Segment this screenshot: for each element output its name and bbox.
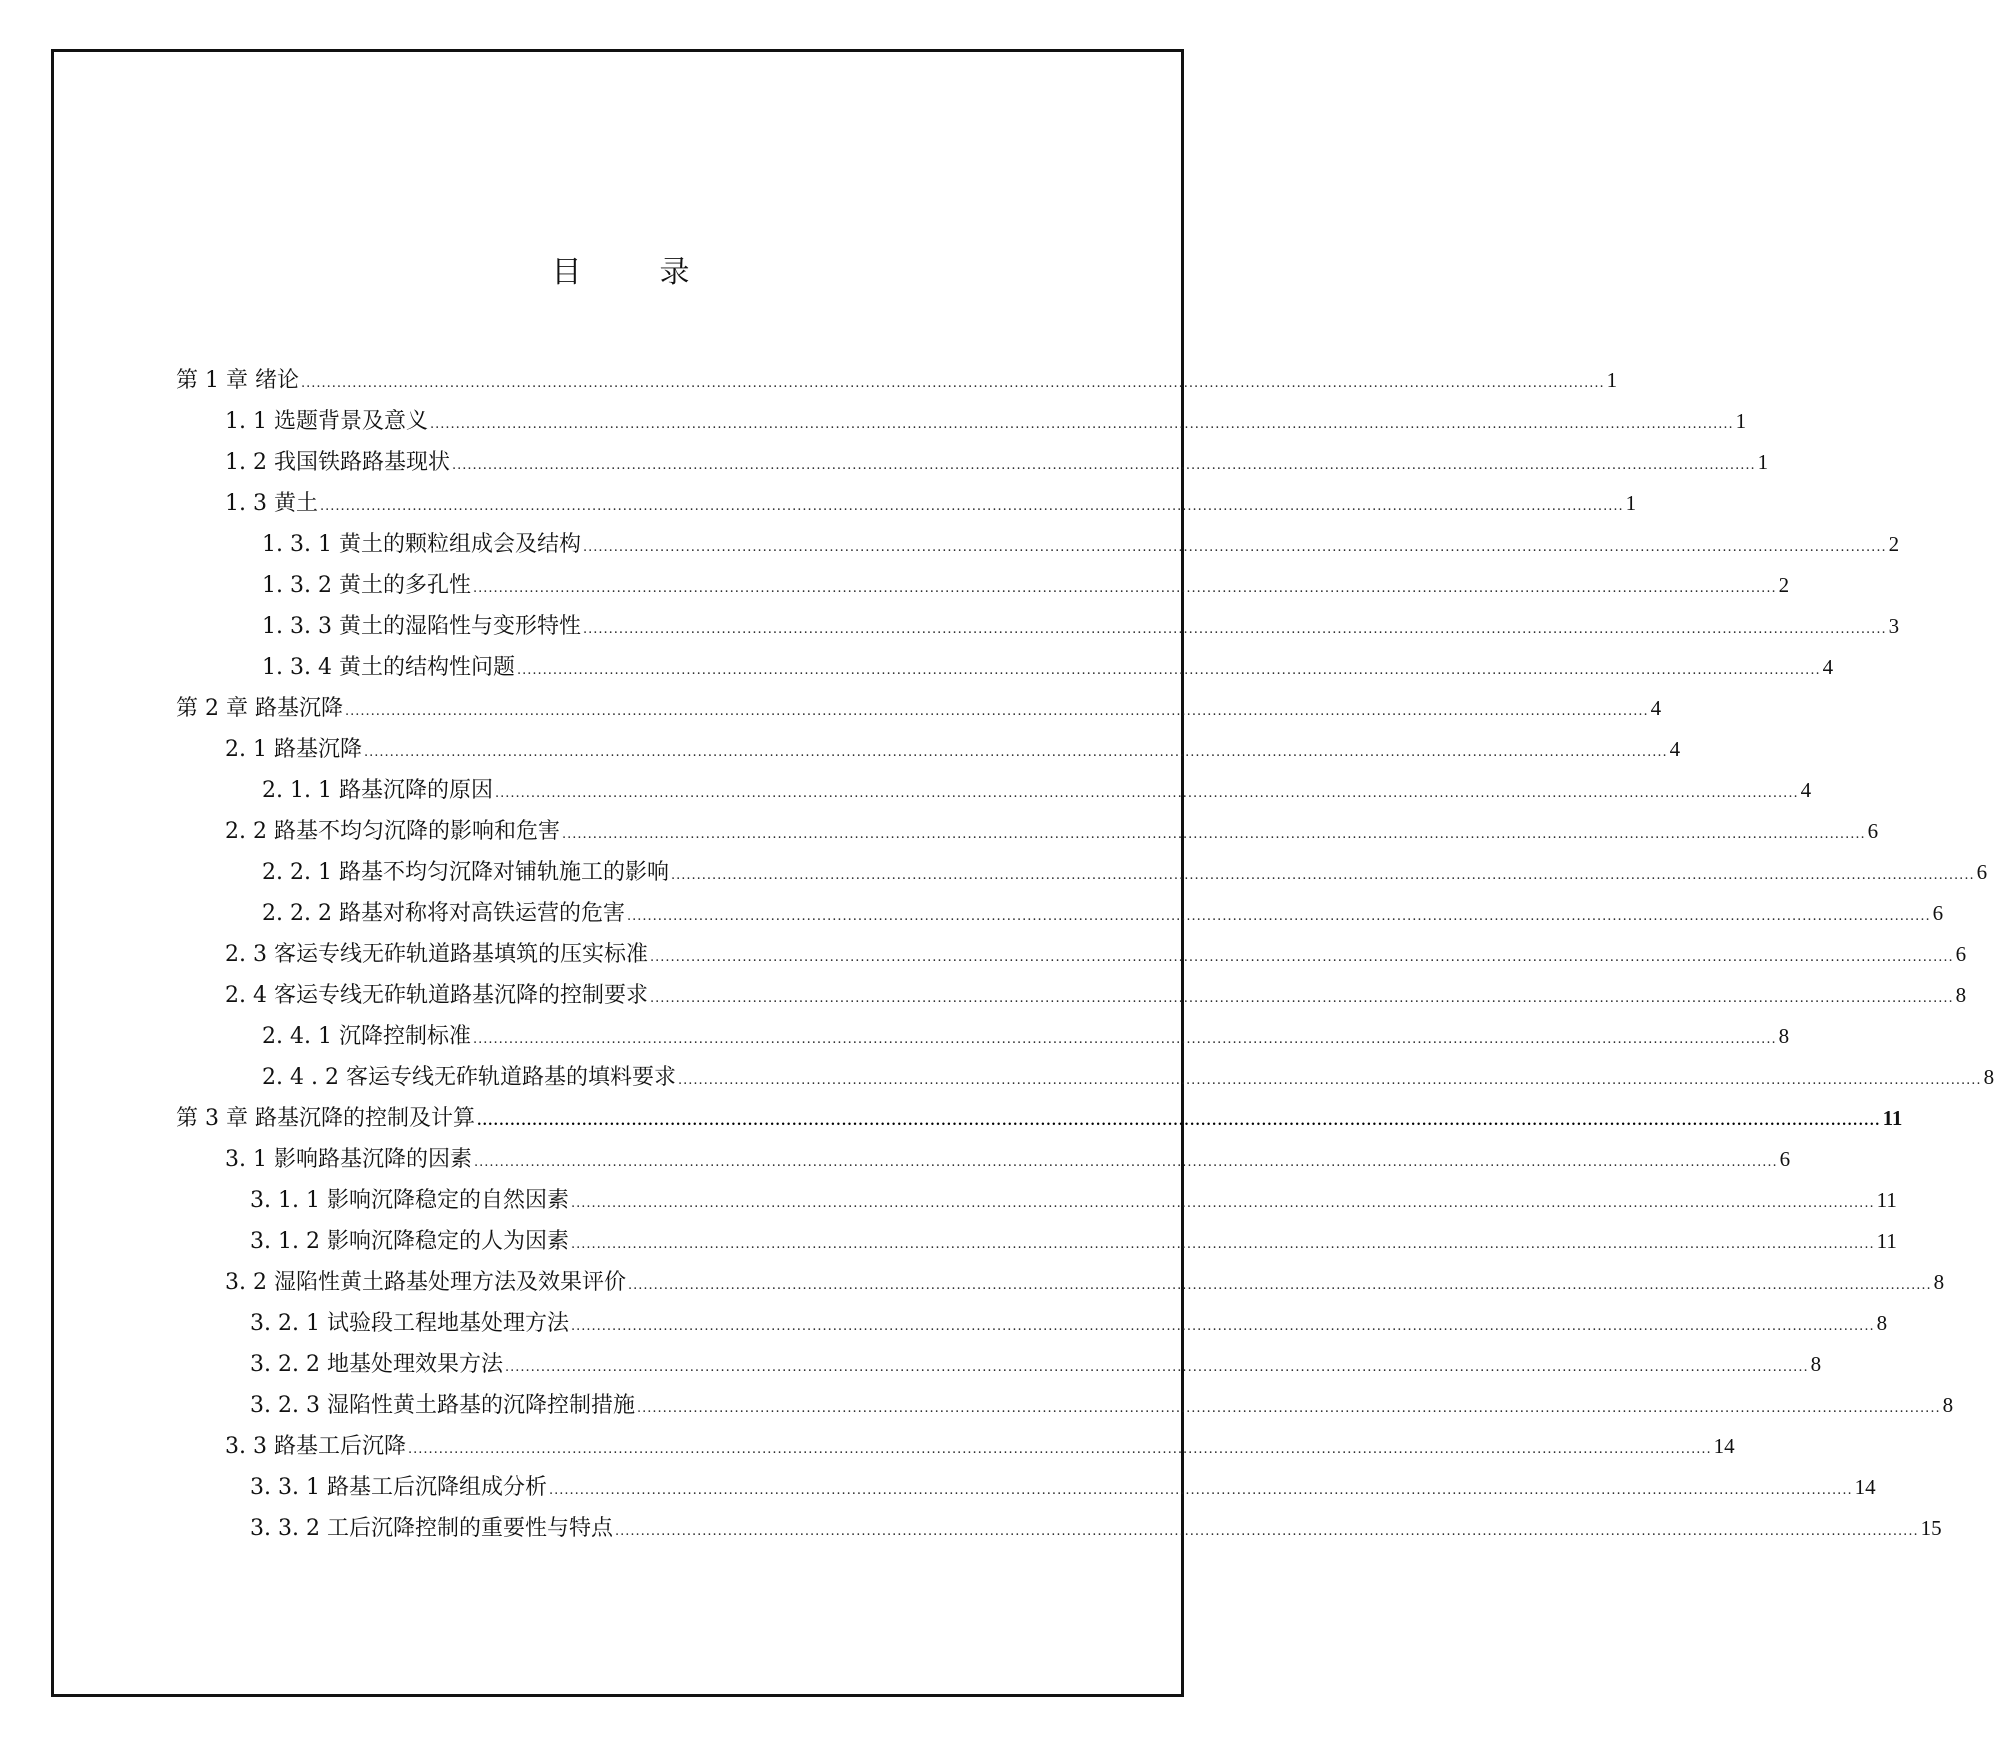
toc-leader-dots: .............................................................................................................................................................................................................................................................. [570,1237,1875,1252]
toc-page-number: 6 [1955,942,1967,966]
toc-leader-dots: .............................................................................................................................................................................................................................................................. [649,950,1954,965]
toc-entry[interactable] [262,525,1900,563]
toc-leader-dots: .............................................................................................................................................................................................................................................................. [670,868,1975,883]
toc-leader-dots: .............................................................................................................................................................................................................................................................. [548,1483,1853,1498]
toc-entry-label: 2. 1 路基沉降 [225,737,362,762]
toc-page-number: 2 [1888,532,1900,556]
toc-entry[interactable] [176,689,1662,727]
page-title: 目 录 [551,255,714,290]
toc-entry-label: 2. 2. 2 路基对称将对高铁运营的危害 [262,901,625,926]
toc-entry-label: 2. 4. 1 沉降控制标准 [262,1024,471,1049]
toc-leader-dots: .............................................................................................................................................................................................................................................................. [677,1073,1982,1088]
toc-leader-dots: .............................................................................................................................................................................................................................................................. [494,786,1799,801]
toc-entry[interactable] [176,361,1618,399]
toc-leader-dots: .............................................................................................................................................................................................................................................................. [344,704,1649,719]
toc-entry[interactable] [250,1386,1954,1424]
toc-leader-dots: .............................................................................................................................................................................................................................................................. [451,458,1756,473]
toc-page-number: 14 [1713,1434,1735,1458]
toc-page-number: 6 [1976,860,1988,884]
toc-entry-label: 1. 2 我国铁路路基现状 [225,450,450,475]
toc-page-number: 4 [1650,696,1662,720]
toc-entry-label: 1. 3 黄土 [225,491,318,516]
toc-page-number: 11 [1882,1106,1903,1130]
toc-page-number: 11 [1876,1229,1897,1253]
toc-leader-dots: .............................................................................................................................................................................................................................................................. [476,1114,1881,1129]
toc-entry-label: 第 3 章 路基沉降的控制及计算 [176,1106,475,1131]
toc-entry[interactable] [225,730,1681,768]
toc-page-number: 15 [1920,1516,1942,1540]
toc-page-number: 4 [1800,778,1812,802]
toc-leader-dots: .............................................................................................................................................................................................................................................................. [582,622,1887,637]
toc-entry[interactable] [250,1345,1822,1383]
toc-entry[interactable] [262,648,1834,686]
toc-page-number: 1 [1625,491,1637,515]
toc-leader-dots: .............................................................................................................................................................................................................................................................. [319,499,1624,514]
toc-page-number: 6 [1867,819,1879,843]
toc-leader-dots: .............................................................................................................................................................................................................................................................. [561,827,1866,842]
toc-leader-dots: .............................................................................................................................................................................................................................................................. [627,1278,1932,1293]
toc-page-number: 8 [1933,1270,1945,1294]
toc-leader-dots: .............................................................................................................................................................................................................................................................. [570,1319,1875,1334]
toc-entry[interactable] [225,1427,1735,1465]
toc-page-number: 2 [1778,573,1790,597]
toc-entry-label: 1. 3. 3 黄土的湿陷性与变形特性 [262,614,581,639]
toc-leader-dots: .............................................................................................................................................................................................................................................................. [614,1524,1919,1539]
toc-leader-dots: .............................................................................................................................................................................................................................................................. [649,991,1954,1006]
toc-entry-label: 3. 3 路基工后沉降 [225,1434,406,1459]
toc-leader-dots: .............................................................................................................................................................................................................................................................. [300,376,1605,391]
toc-entry[interactable] [225,443,1769,481]
toc-leader-dots: .............................................................................................................................................................................................................................................................. [473,1155,1778,1170]
toc-page-number: 1 [1735,409,1747,433]
toc-page-number: 8 [1876,1311,1888,1335]
toc-page-number: 3 [1888,614,1900,638]
toc-leader-dots: .............................................................................................................................................................................................................................................................. [504,1360,1809,1375]
toc-entry-label: 1. 3. 1 黄土的颗粒组成会及结构 [262,532,581,557]
toc-entry[interactable] [250,1181,1897,1219]
toc-entry[interactable] [250,1304,1888,1342]
toc-entry-label: 3. 1. 1 影响沉降稳定的自然因素 [250,1188,569,1213]
toc-entry[interactable] [262,853,1988,891]
toc-page-number: 14 [1854,1475,1876,1499]
toc-page-number: 6 [1932,901,1944,925]
toc-entry[interactable] [225,1263,1945,1301]
toc-entry-label: 2. 3 客运专线无砟轨道路基填筑的压实标准 [225,942,648,967]
toc-entry-label: 第 1 章 绪论 [176,368,299,393]
toc-entry-label: 3. 1. 2 影响沉降稳定的人为因素 [250,1229,569,1254]
toc-entry-label: 3. 1 影响路基沉降的因素 [225,1147,472,1172]
toc-leader-dots: .............................................................................................................................................................................................................................................................. [472,581,1777,596]
toc-entry[interactable] [176,1099,1903,1137]
toc-entry[interactable] [250,1509,1942,1547]
toc-entry-label: 1. 3. 2 黄土的多孔性 [262,573,471,598]
toc-entry[interactable] [225,812,1879,850]
toc-entry-label: 3. 3. 2 工后沉降控制的重要性与特点 [250,1516,613,1541]
toc-page-number: 6 [1779,1147,1791,1171]
toc-entry-label: 2. 2. 1 路基不均匀沉降对铺轨施工的影响 [262,860,669,885]
toc-entry-label: 3. 2. 1 试验段工程地基处理方法 [250,1311,569,1336]
toc-leader-dots: .............................................................................................................................................................................................................................................................. [429,417,1734,432]
toc-page-number: 8 [1778,1024,1790,1048]
toc-page-number: 8 [1983,1065,1994,1089]
toc-entry-label: 2. 4 客运专线无砟轨道路基沉降的控制要求 [225,983,648,1008]
toc-page-number: 8 [1810,1352,1822,1376]
toc-entry[interactable] [262,894,1944,932]
toc-entry-label: 第 2 章 路基沉降 [176,696,343,721]
toc-entry-label: 2. 1. 1 路基沉降的原因 [262,778,493,803]
toc-entry[interactable] [225,484,1637,522]
toc-page-number: 4 [1822,655,1834,679]
toc-page-number: 8 [1942,1393,1954,1417]
toc-leader-dots: .............................................................................................................................................................................................................................................................. [570,1196,1875,1211]
toc-leader-dots: .............................................................................................................................................................................................................................................................. [472,1032,1777,1047]
toc-page-number: 11 [1876,1188,1897,1212]
toc-entry[interactable] [262,607,1900,645]
toc-leader-dots: .............................................................................................................................................................................................................................................................. [407,1442,1712,1457]
toc-leader-dots: .............................................................................................................................................................................................................................................................. [636,1401,1941,1416]
toc-entry-label: 1. 3. 4 黄土的结构性问题 [262,655,515,680]
toc-entry[interactable] [262,1058,1994,1096]
toc-entry[interactable] [250,1222,1897,1260]
toc-entry[interactable] [262,771,1812,809]
toc-page-number: 1 [1606,368,1618,392]
toc-entry-label: 3. 3. 1 路基工后沉降组成分析 [250,1475,547,1500]
toc-entry[interactable] [262,1017,1790,1055]
toc-leader-dots: .............................................................................................................................................................................................................................................................. [516,663,1821,678]
toc-leader-dots: .............................................................................................................................................................................................................................................................. [626,909,1931,924]
toc-entry[interactable] [225,402,1747,440]
toc-entry[interactable] [225,1140,1791,1178]
toc-leader-dots: .............................................................................................................................................................................................................................................................. [582,540,1887,555]
toc-entry-label: 3. 2 湿陷性黄土路基处理方法及效果评价 [225,1270,626,1295]
toc-entry-label: 3. 2. 2 地基处理效果方法 [250,1352,503,1377]
toc-entry-label: 2. 4 . 2 客运专线无砟轨道路基的填料要求 [262,1065,676,1090]
toc-entry[interactable] [225,976,1967,1014]
toc-entry-label: 2. 2 路基不均匀沉降的影响和危害 [225,819,560,844]
toc-page-number: 4 [1669,737,1681,761]
toc-page-number: 1 [1757,450,1769,474]
toc-leader-dots: .............................................................................................................................................................................................................................................................. [363,745,1668,760]
toc-entry-label: 1. 1 选题背景及意义 [225,409,428,434]
toc-entry[interactable] [250,1468,1876,1506]
toc-entry[interactable] [262,566,1790,604]
toc-entry[interactable] [225,935,1967,973]
toc-page-number: 8 [1955,983,1967,1007]
toc-entry-label: 3. 2. 3 湿陷性黄土路基的沉降控制措施 [250,1393,635,1418]
